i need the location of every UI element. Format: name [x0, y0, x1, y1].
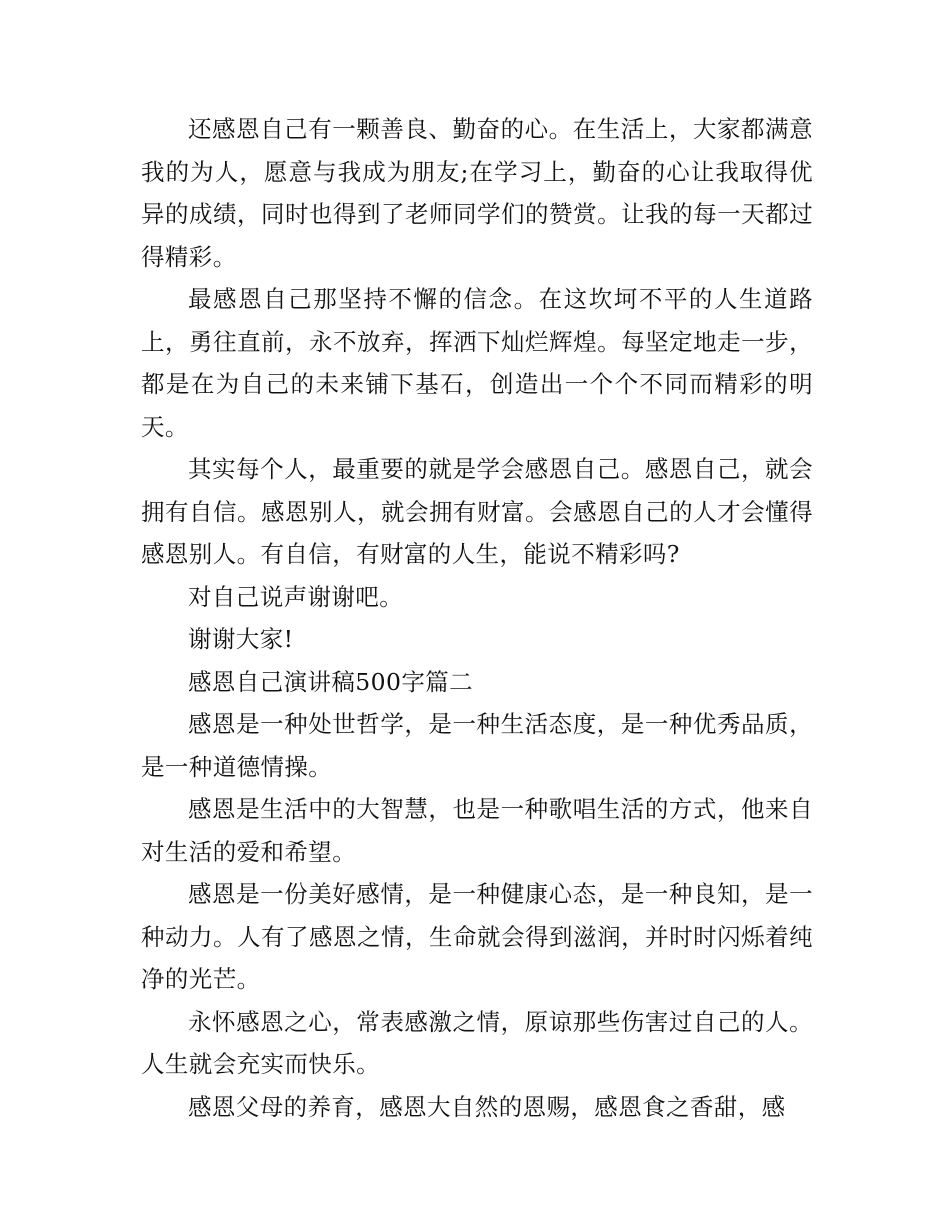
paragraph-2: 最感恩自己那坚持不懈的信念。在这坎坷不平的人生道路上，勇往直前，永不放弃，挥洒下灿烂辉煌。每坚定地走一步，都是在为自己的未来铺下基石，创造出一个个不同而精彩的明天。: [141, 285, 813, 441]
paragraph-8: 感恩是一份美好感情，是一种健康心态，是一种良知，是一种动力。人有了感恩之情，生命就会得到滋润，并时时闪烁着纯净的光芒。: [141, 880, 813, 993]
document-page: [141, 108, 813, 1128]
paragraph-9: 永怀感恩之心，常表感激之情，原谅那些伤害过自己的人。人生就会充实而快乐。: [141, 1007, 813, 1078]
paragraph-10: 感恩父母的养育，感恩大自然的恩赐，感恩食之香甜，感: [188, 1092, 786, 1121]
paragraph-5: 谢谢大家!: [188, 625, 294, 653]
paragraph-6: 感恩是一种处世哲学，是一种生活态度，是一种优秀品质，是一种道德情操。: [141, 710, 813, 781]
paragraph-3: 其实每个人，最重要的就是学会感恩自己。感恩自己，就会拥有自信。感恩别人，就会拥有财富。会感恩自己的人才会懂得感恩别人。有自信，有财富的人生，能说不精彩吗?: [141, 455, 813, 568]
paragraph-1: 还感恩自己有一颗善良、勤奋的心。在生活上，大家都满意我的为人，愿意与我成为朋友;在学习上，勤奋的心让我取得优异的成绩，同时也得到了老师同学们的赞赏。让我的每一天都过得精彩。: [141, 115, 813, 271]
section-heading: 感恩自己演讲稿500字篇二: [188, 667, 474, 696]
paragraph-7: 感恩是生活中的大智慧，也是一种歌唱生活的方式，他来自对生活的爱和希望。: [141, 795, 813, 866]
paragraph-4: 对自己说声谢谢吧。: [188, 582, 404, 611]
